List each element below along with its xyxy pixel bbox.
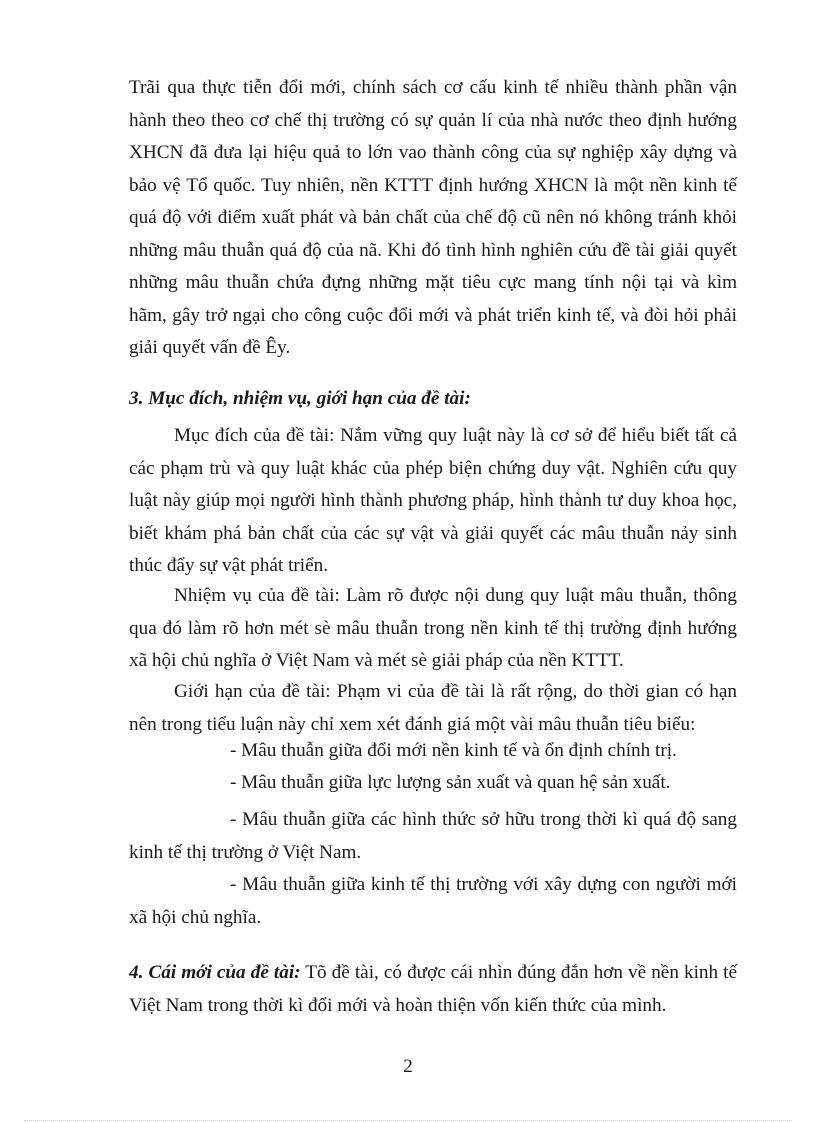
paragraph-purpose: Mục đích của đề tài: Nắm vững quy luật này là cơ sở để hiểu biết tất cả các phạm trù và quy luật khác của phép biện chứng duy vật. Nghiên cứu quy luật này giúp mọi người hình thành phương pháp, hình thành tư duy khoa học, biết khám phá bản chất của các sự vật và giải quyết các mâu thuẫn nảy sinh thúc đẩy sự vật phát triển. [129,425,737,576]
section-heading-3: 3. Mục đích, nhiệm vụ, giới hạn của đề tài: [129,388,471,409]
section-heading-4: 4. Cái mới của đề tài: [129,962,301,983]
list-item-contradiction-1: - Mâu thuẫn giữa đổi mới nền kinh tế và ổn định chính trị. [230,740,677,761]
paragraph-tasks: Nhiệm vụ của đề tài: Làm rõ được nội dung quy luật mâu thuẫn, thông qua đó làm rõ hơn mét sè mâu thuẫn trong nền kinh tế thị trường định hướng xã hội chủ nghĩa ở Việt Nam và mét sè giải pháp của nền KTTT. [129,585,737,671]
paragraph-intro: Trãi qua thực tiễn đổi mới, chính sách cơ cấu kinh tế nhiều thành phần vận hành theo theo cơ chế thị trường có sự quản lí của nhà nước theo định hướng XHCN đã đưa lại hiệu quả to lớn vao thành công của sự nghiệp xây dựng và bảo vệ Tổ quốc. Tuy nhiên, nền KTTT định hướng XHCN là một nền kinh tế quá độ với điểm xuất phát và bản chất của chế độ cũ nên nó không tránh khỏi những mâu thuẫn quá độ của nã. Khi đó tình hình nghiên cứu đề tài giải quyết những mâu thuẫn chứa đựng những mặt tiêu cực mang tính nội tại và kìm hãm, gây trở ngại cho công cuộc đổi mới và phát triển kinh tế, và đòi hỏi phải giải quyết vấn đề Êy. [129,77,737,358]
paragraph-novelty [129,957,737,1022]
page-number: 2 [403,1056,413,1077]
list-item-contradiction-2: - Mâu thuẫn giữa lực lượng sản xuất và quan hệ sản xuất. [230,772,671,793]
page-bottom-divider [24,1120,792,1121]
paragraph-scope: Giới hạn của đề tài: Phạm vi của đề tài là rất rộng, do thời gian có hạn nên trong tiểu luận này chỉ xem xét đánh giá một vài mâu thuẫn tiêu biểu: [129,681,737,735]
list-item-contradiction-4: - Mâu thuẫn giữa kinh tế thị trường với xây dựng con người mới xã hội chủ nghĩa. [129,874,737,928]
list-item-contradiction-3: - Mâu thuẫn giữa các hình thức sở hữu trong thời kì quá độ sang kinh tế thị trường ở Việt Nam. [129,809,737,863]
paragraph-novelty-text: Tõ đề tài, có được cái nhìn đúng đắn hơn về nền kinh tế Việt Nam trong thời kì đổi mới và hoàn thiện vốn kiến thức của mình. [129,962,738,1016]
